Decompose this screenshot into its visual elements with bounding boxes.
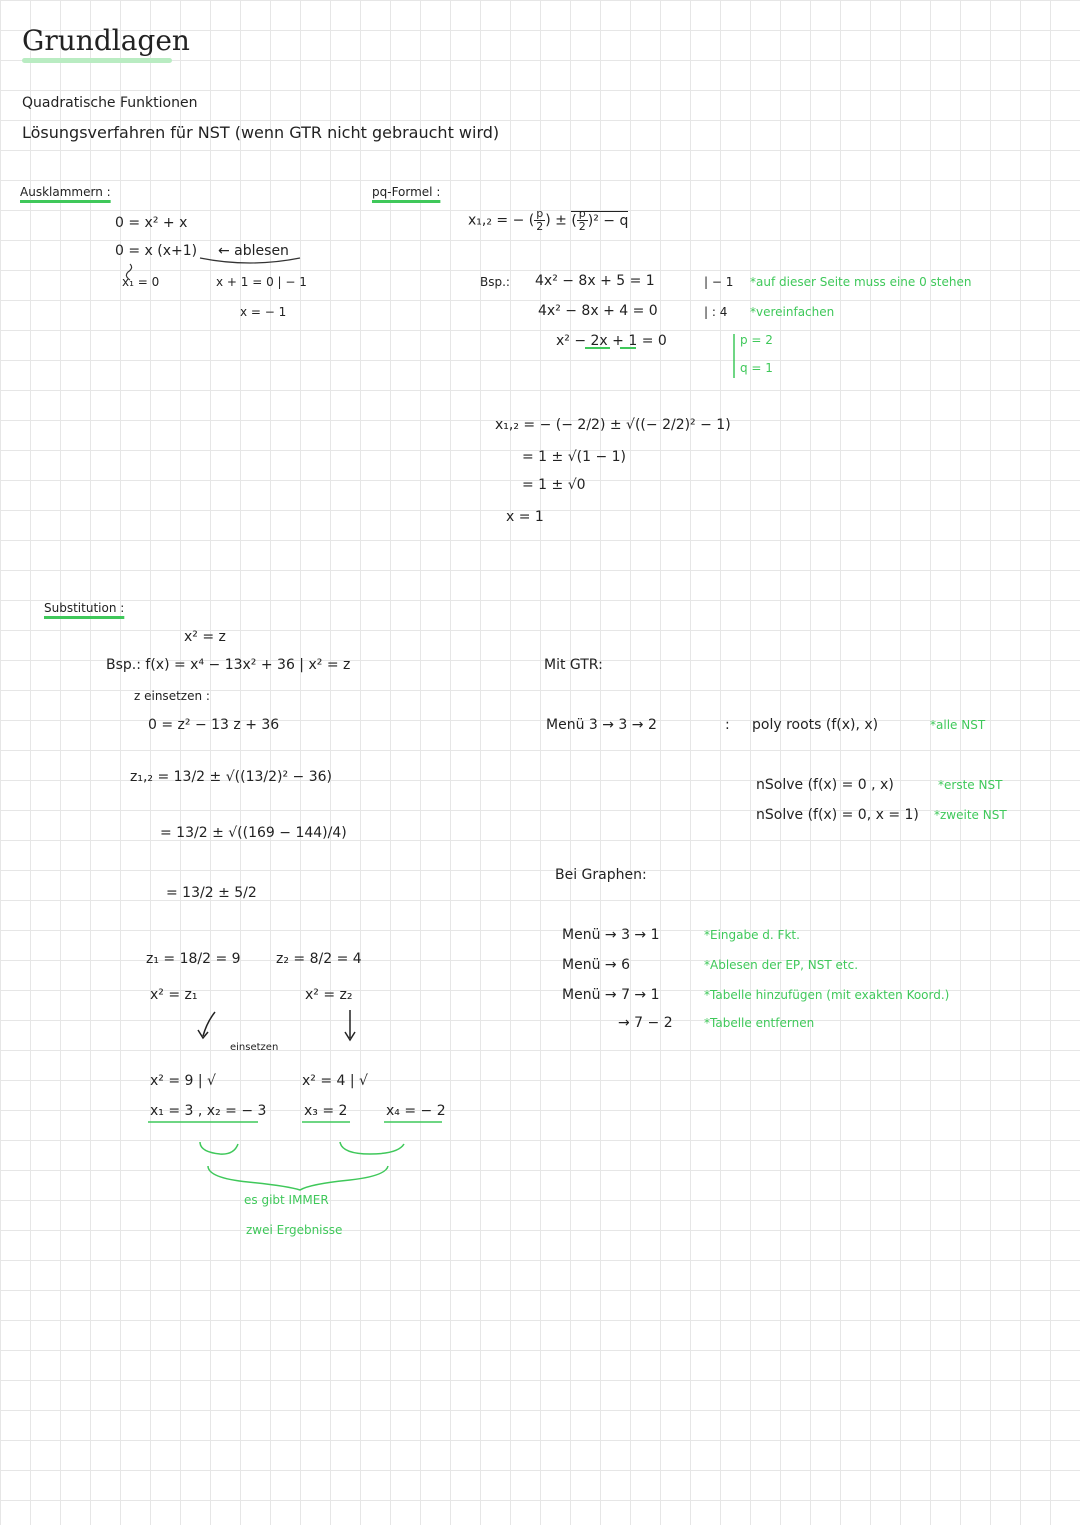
subst-x2-9: x² = 9 | √ (150, 1073, 216, 1089)
gtr-menu-4-note: *Tabelle entfernen (704, 1016, 815, 1030)
ausklammern-eq4: x = − 1 (240, 305, 287, 319)
gtr-menu-2-note: *Ablesen der EP, NST etc. (704, 958, 859, 972)
brace-2 (340, 1142, 404, 1154)
pq-formula-2: 2 (536, 220, 544, 234)
subst-result-x1x2: x₁ = 3 , x₂ = − 3 (150, 1103, 267, 1119)
subtitle-methods: Lösungsverfahren für NST (wenn GTR nicht gebraucht wird) (22, 123, 500, 142)
substitution-header: Substitution : (44, 601, 125, 615)
pq-eq3: x² − 2x + 1 = 0 (556, 333, 667, 349)
brace-total (208, 1166, 388, 1190)
gtr-menu-2: Menü → 6 (562, 957, 630, 973)
gtr-nsolve-2-note: *zweite NST (934, 808, 1007, 822)
subst-eq2: 0 = z² − 13 z + 36 (148, 717, 280, 733)
ausklammern-eq2: 0 = x (x+1) (115, 243, 198, 259)
pq-formula-q: − q (603, 212, 629, 229)
pq-header: pq-Formel : (372, 185, 441, 199)
gtr-menu-1-note: *Eingabe d. Fkt. (704, 928, 800, 942)
pq-eq2: 4x² − 8x + 4 = 0 (538, 303, 658, 319)
subst-note-1: es gibt IMMER (244, 1193, 329, 1207)
ausklammern-eq1: 0 = x² + x (115, 215, 188, 231)
pq-formula-pm: ) ± (545, 212, 572, 229)
subst-eq5: = 13/2 ± 5/2 (166, 885, 257, 901)
pq-eq2-note: *vereinfachen (750, 305, 835, 319)
subst-x2-z1: x² = z₁ (150, 987, 198, 1003)
subst-einsetzen-2: einsetzen (230, 1042, 279, 1053)
pq-eq2-op: | : 4 (704, 305, 728, 319)
gtr-menu-3: Menü → 7 → 1 (562, 987, 660, 1003)
subst-result-x4: x₄ = − 2 (386, 1103, 446, 1119)
subst-eq4: = 13/2 ± √((169 − 144)/4) (160, 825, 347, 841)
subst-result-x3: x₃ = 2 (304, 1103, 348, 1119)
pq-p-value: p = 2 (740, 333, 773, 347)
gtr-menu-3-note: *Tabelle hinzufügen (mit exakten Koord.) (704, 988, 950, 1002)
gtr-menu-4: → 7 − 2 (618, 1015, 673, 1031)
subst-x2-4: x² = 4 | √ (302, 1073, 368, 1089)
pq-solution-3: = 1 ± √0 (522, 477, 586, 493)
brace-ablesen (200, 258, 300, 263)
subst-z2: z₂ = 8/2 = 4 (276, 951, 362, 967)
arrow-x1 (126, 264, 131, 280)
page-title: Grundlagen (22, 24, 190, 57)
pq-eq1-note: *auf dieser Seite muss eine 0 stehen (750, 275, 972, 289)
pq-solution-2: = 1 ± √(1 − 1) (522, 449, 627, 465)
pq-formula-root: ( $\frac{p}{2}$ )² − q (571, 207, 629, 234)
pq-solution-4: x = 1 (506, 509, 544, 525)
ausklammern-header: Ausklammern : (20, 185, 111, 199)
pq-eq1: 4x² − 8x + 5 = 1 (535, 273, 655, 289)
gtr-header: Mit GTR: (544, 657, 603, 673)
gtr-nsolve-1-note: *erste NST (938, 778, 1003, 792)
subst-z1: z₁ = 18/2 = 9 (146, 951, 241, 967)
subst-eq3: z₁,₂ = 13/2 ± √((13/2)² − 36) (130, 769, 332, 785)
pq-formula-p: p (536, 207, 544, 220)
arrow-left (203, 1012, 215, 1036)
pq-formula-root-p: p (578, 207, 586, 220)
subst-x2-z2: x² = z₂ (305, 987, 353, 1003)
gtr-menu-1: Menü → 3 → 1 (562, 927, 660, 943)
subst-einsetzen: z einsetzen : (134, 689, 210, 703)
subst-bsp: Bsp.: f(x) = x⁴ − 13x² + 36 | x² = z (106, 657, 351, 673)
pq-solution-1: x₁,₂ = − (− 2/2) ± √((− 2/2)² − 1) (495, 417, 731, 433)
pq-formula-root-2: 2 (578, 220, 586, 234)
pq-q-value: q = 1 (740, 361, 773, 375)
subst-eq1: x² = z (184, 629, 226, 645)
subtitle-quadratic: Quadratische Funktionen (22, 95, 198, 111)
gtr-polyroots-note: *alle NST (930, 718, 986, 732)
gtr-nsolve-1: nSolve (f(x) = 0 , x) (756, 777, 894, 793)
ausklammern-note: ← ablesen (218, 243, 289, 259)
gtr-colon: : (725, 717, 730, 733)
gtr-nsolve-2: nSolve (f(x) = 0, x = 1) (756, 807, 919, 823)
gtr-graphen-header: Bei Graphen: (555, 867, 647, 883)
brace-1 (200, 1142, 238, 1154)
gtr-polyroots: poly roots (f(x), x) (752, 717, 879, 733)
ausklammern-eq3: x + 1 = 0 | − 1 (216, 275, 307, 289)
pq-eq1-op: | − 1 (704, 275, 734, 289)
gtr-menu: Menü 3 → 3 → 2 (546, 717, 657, 733)
pq-bsp-label: Bsp.: (480, 275, 510, 289)
ausklammern-x1: x₁ = 0 (122, 275, 160, 289)
subst-note-2: zwei Ergebnisse (246, 1223, 343, 1237)
pq-formula-lhs: x₁,₂ = − ( (468, 212, 535, 229)
